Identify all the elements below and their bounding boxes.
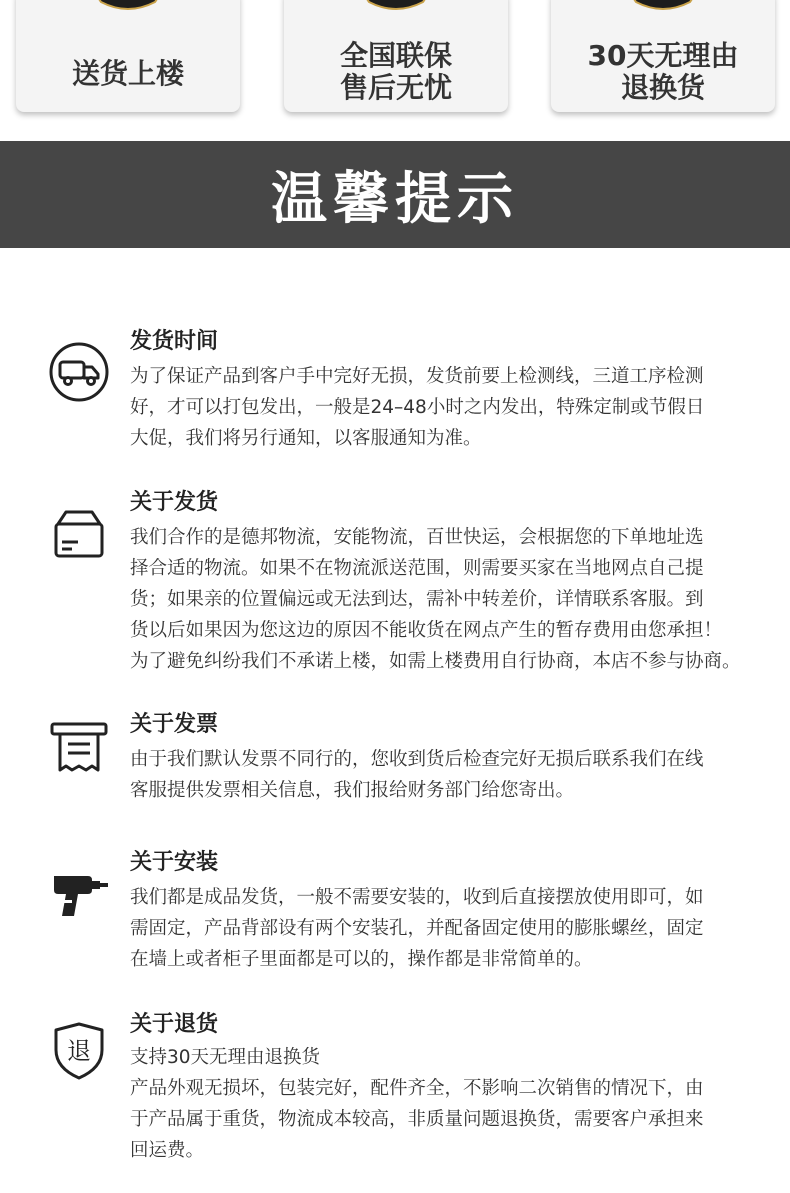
tip-title: 发货时间 (130, 329, 219, 354)
tip-title: 关于退货 (130, 1012, 219, 1037)
tip-line: 好，才可以打包发出，一般是24–48小时之内发出，特殊定制或节假日 (130, 397, 705, 418)
promise-card-returns (551, 0, 775, 112)
tip-body (130, 522, 770, 677)
tip-body (130, 744, 770, 806)
promise-label: 30天无理由 退换货 (587, 39, 739, 104)
tip-line: 我们都是成品发货，一般不需要安装的，收到后直接摆放使用即可，如 (130, 887, 704, 908)
tip-line: 产品外观无损坏，包装完好，配件齐全，不影响二次销售的情况下，由 (130, 1078, 704, 1099)
service-promises (0, 0, 790, 141)
tip-line: 为了避免纠纷我们不承诺上楼，如需上楼费用自行协商，本店不参与协商。 (130, 651, 741, 672)
shield-badge-icon (43, 0, 213, 20)
invoice-icon (48, 716, 110, 778)
tip-line: 于产品属于重货，物流成本较高，非质量问题退换货，需要客户承担来 (130, 1109, 704, 1130)
promise-label: 全国联保 售后无忧 (339, 39, 452, 104)
tip-title: 关于安装 (130, 850, 219, 875)
tip-line: 择合适的物流。如果不在物流派送范围，则需要买家在当地网点自己提 (130, 558, 704, 579)
tip-line: 货；如果亲的位置偏远或无法到达，需补中转差价，详情联系客服。到 (130, 589, 704, 610)
tip-body (130, 1042, 770, 1166)
shield-badge-icon (578, 0, 748, 20)
tip-title: 关于发货 (130, 490, 219, 515)
promise-card-delivery (16, 0, 240, 112)
tip-title: 关于发票 (130, 712, 219, 737)
tips-banner (0, 141, 790, 248)
shield-badge-icon (311, 0, 481, 20)
tip-line: 货以后如果因为您这边的原因不能收货在网点产生的暂存费用由您承担！ (130, 620, 723, 641)
promise-card-warranty (284, 0, 508, 112)
return-shield-icon (48, 1020, 110, 1082)
tip-body (130, 882, 770, 975)
tip-line: 大促，我们将另行通知，以客服通知为准。 (130, 428, 482, 449)
tip-line: 客服提供发票相关信息，我们报给财务部门给您寄出。 (130, 780, 575, 801)
promise-label: 送货上楼 (71, 57, 184, 90)
tip-line: 由于我们默认发票不同行的，您收到货后检查完好无损后联系我们在线 (130, 749, 704, 770)
drill-icon (48, 866, 110, 928)
tip-line: 在墙上或者柜子里面都是可以的，操作都是非常简单的。 (130, 949, 593, 970)
tip-line: 我们合作的是德邦物流，安能物流，百世快运，会根据您的下单地址选 (130, 527, 704, 548)
tip-line: 回运费。 (130, 1140, 205, 1161)
tip-line: 支持30天无理由退换货 (130, 1047, 321, 1068)
return-glyph: 退 (67, 1037, 91, 1065)
tip-line: 为了保证产品到客户手中完好无损，发货前要上检测线，三道工序检测 (130, 366, 704, 387)
tip-body (130, 361, 770, 454)
banner-title: 温馨提示 (271, 166, 519, 232)
tip-line: 需固定，产品背部设有两个安装孔，并配备固定使用的膨胀螺丝，固定 (130, 918, 704, 939)
truck-icon (48, 341, 110, 403)
package-icon (48, 504, 110, 566)
